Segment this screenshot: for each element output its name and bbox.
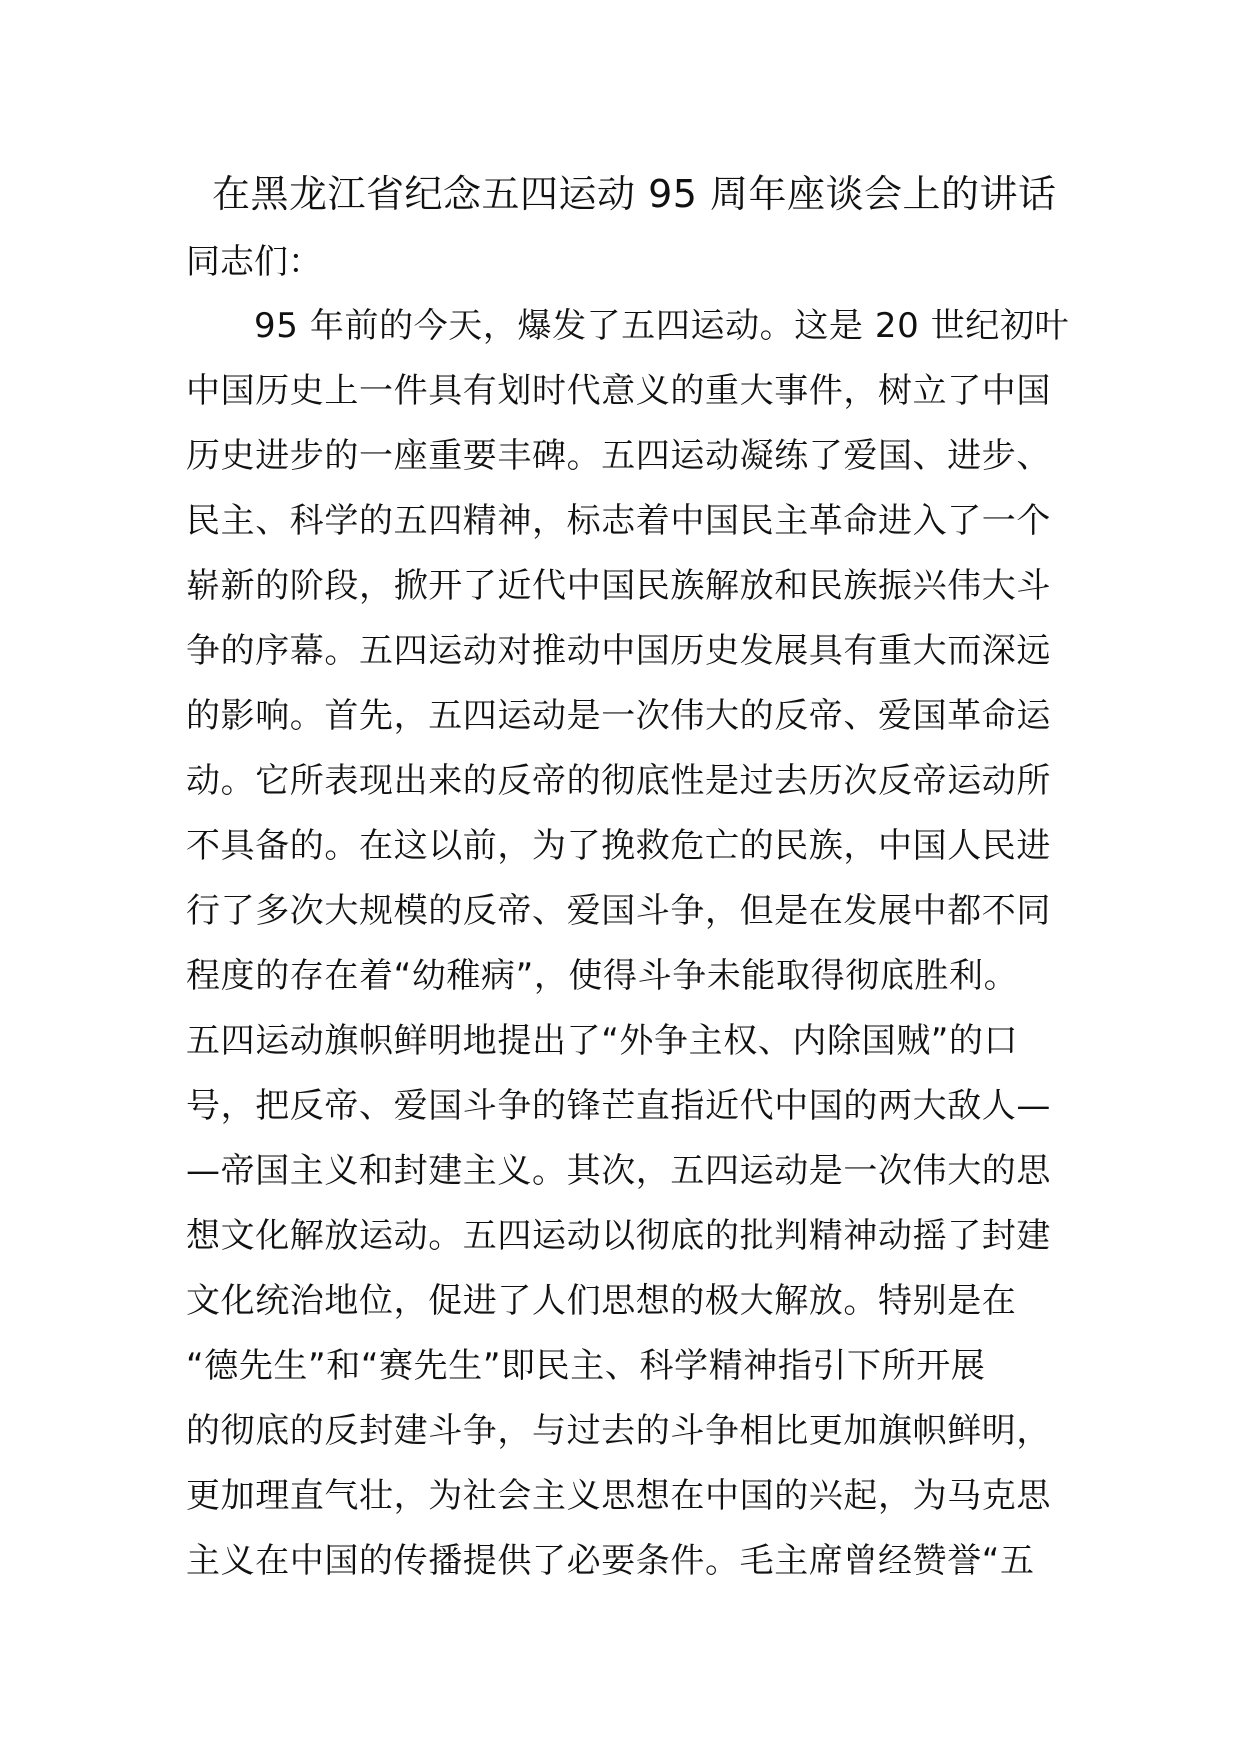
paragraph-line: 文化统治地位，促进了人们思想的极大解放。特别是在 (186, 1281, 1017, 1321)
paragraph-line: 崭新的阶段，掀开了近代中国民族解放和民族振兴伟大斗 (186, 566, 1051, 606)
paragraph-line: 想文化解放运动。五四运动以彻底的批判精神动摇了封建 (186, 1216, 1051, 1256)
paragraph-line: 动。它所表现出来的反帝的彻底性是过去历次反帝运动所 (186, 761, 1051, 801)
paragraph-line: 更加理直气壮，为社会主义思想在中国的兴起，为马克思 (186, 1476, 1051, 1516)
salutation: 同志们： (186, 242, 322, 282)
paragraph-line: 中国历史上一件具有划时代意义的重大事件，树立了中国 (186, 371, 1051, 411)
paragraph-line: 的影响。首先，五四运动是一次伟大的反帝、爱国革命运 (186, 696, 1051, 736)
paragraph-line: 95 年前的今天，爆发了五四运动。这是 20 世纪初叶 (254, 306, 1070, 346)
paragraph-line: 历史进步的一座重要丰碑。五四运动凝练了爱国、进步、 (186, 436, 1051, 476)
paragraph-line: 行了多次大规模的反帝、爱国斗争，但是在发展中都不同 (186, 891, 1051, 931)
paragraph-line: “德先生”和“赛先生”即民主、科学精神指引下所开展 (186, 1346, 986, 1386)
paragraph-line: 程度的存在着“幼稚病”，使得斗争未能取得彻底胜利。 (186, 956, 1019, 996)
document-title: 在黑龙江省纪念五四运动 95 周年座谈会上的讲话 (212, 172, 1057, 216)
paragraph-line: 主义在中国的传播提供了必要条件。毛主席曾经赞誉“五 (186, 1541, 1035, 1581)
paragraph-line: 民主、科学的五四精神，标志着中国民主革命进入了一个 (186, 501, 1051, 541)
paragraph-line: 不具备的。在这以前，为了挽救危亡的民族，中国人民进 (186, 826, 1051, 866)
paragraph-line: 五四运动旗帜鲜明地提出了“外争主权、内除国贼”的口 (186, 1021, 1019, 1061)
body-paragraph (186, 296, 1070, 1596)
paragraph-line: 争的序幕。五四运动对推动中国历史发展具有重大而深远 (186, 631, 1051, 671)
paragraph-line: —帝国主义和封建主义。其次，五四运动是一次伟大的思 (186, 1151, 1051, 1191)
paragraph-line: 的彻底的反封建斗争，与过去的斗争相比更加旗帜鲜明， (186, 1411, 1051, 1451)
paragraph-line: 号，把反帝、爱国斗争的锋芒直指近代中国的两大敌人— (186, 1086, 1051, 1126)
